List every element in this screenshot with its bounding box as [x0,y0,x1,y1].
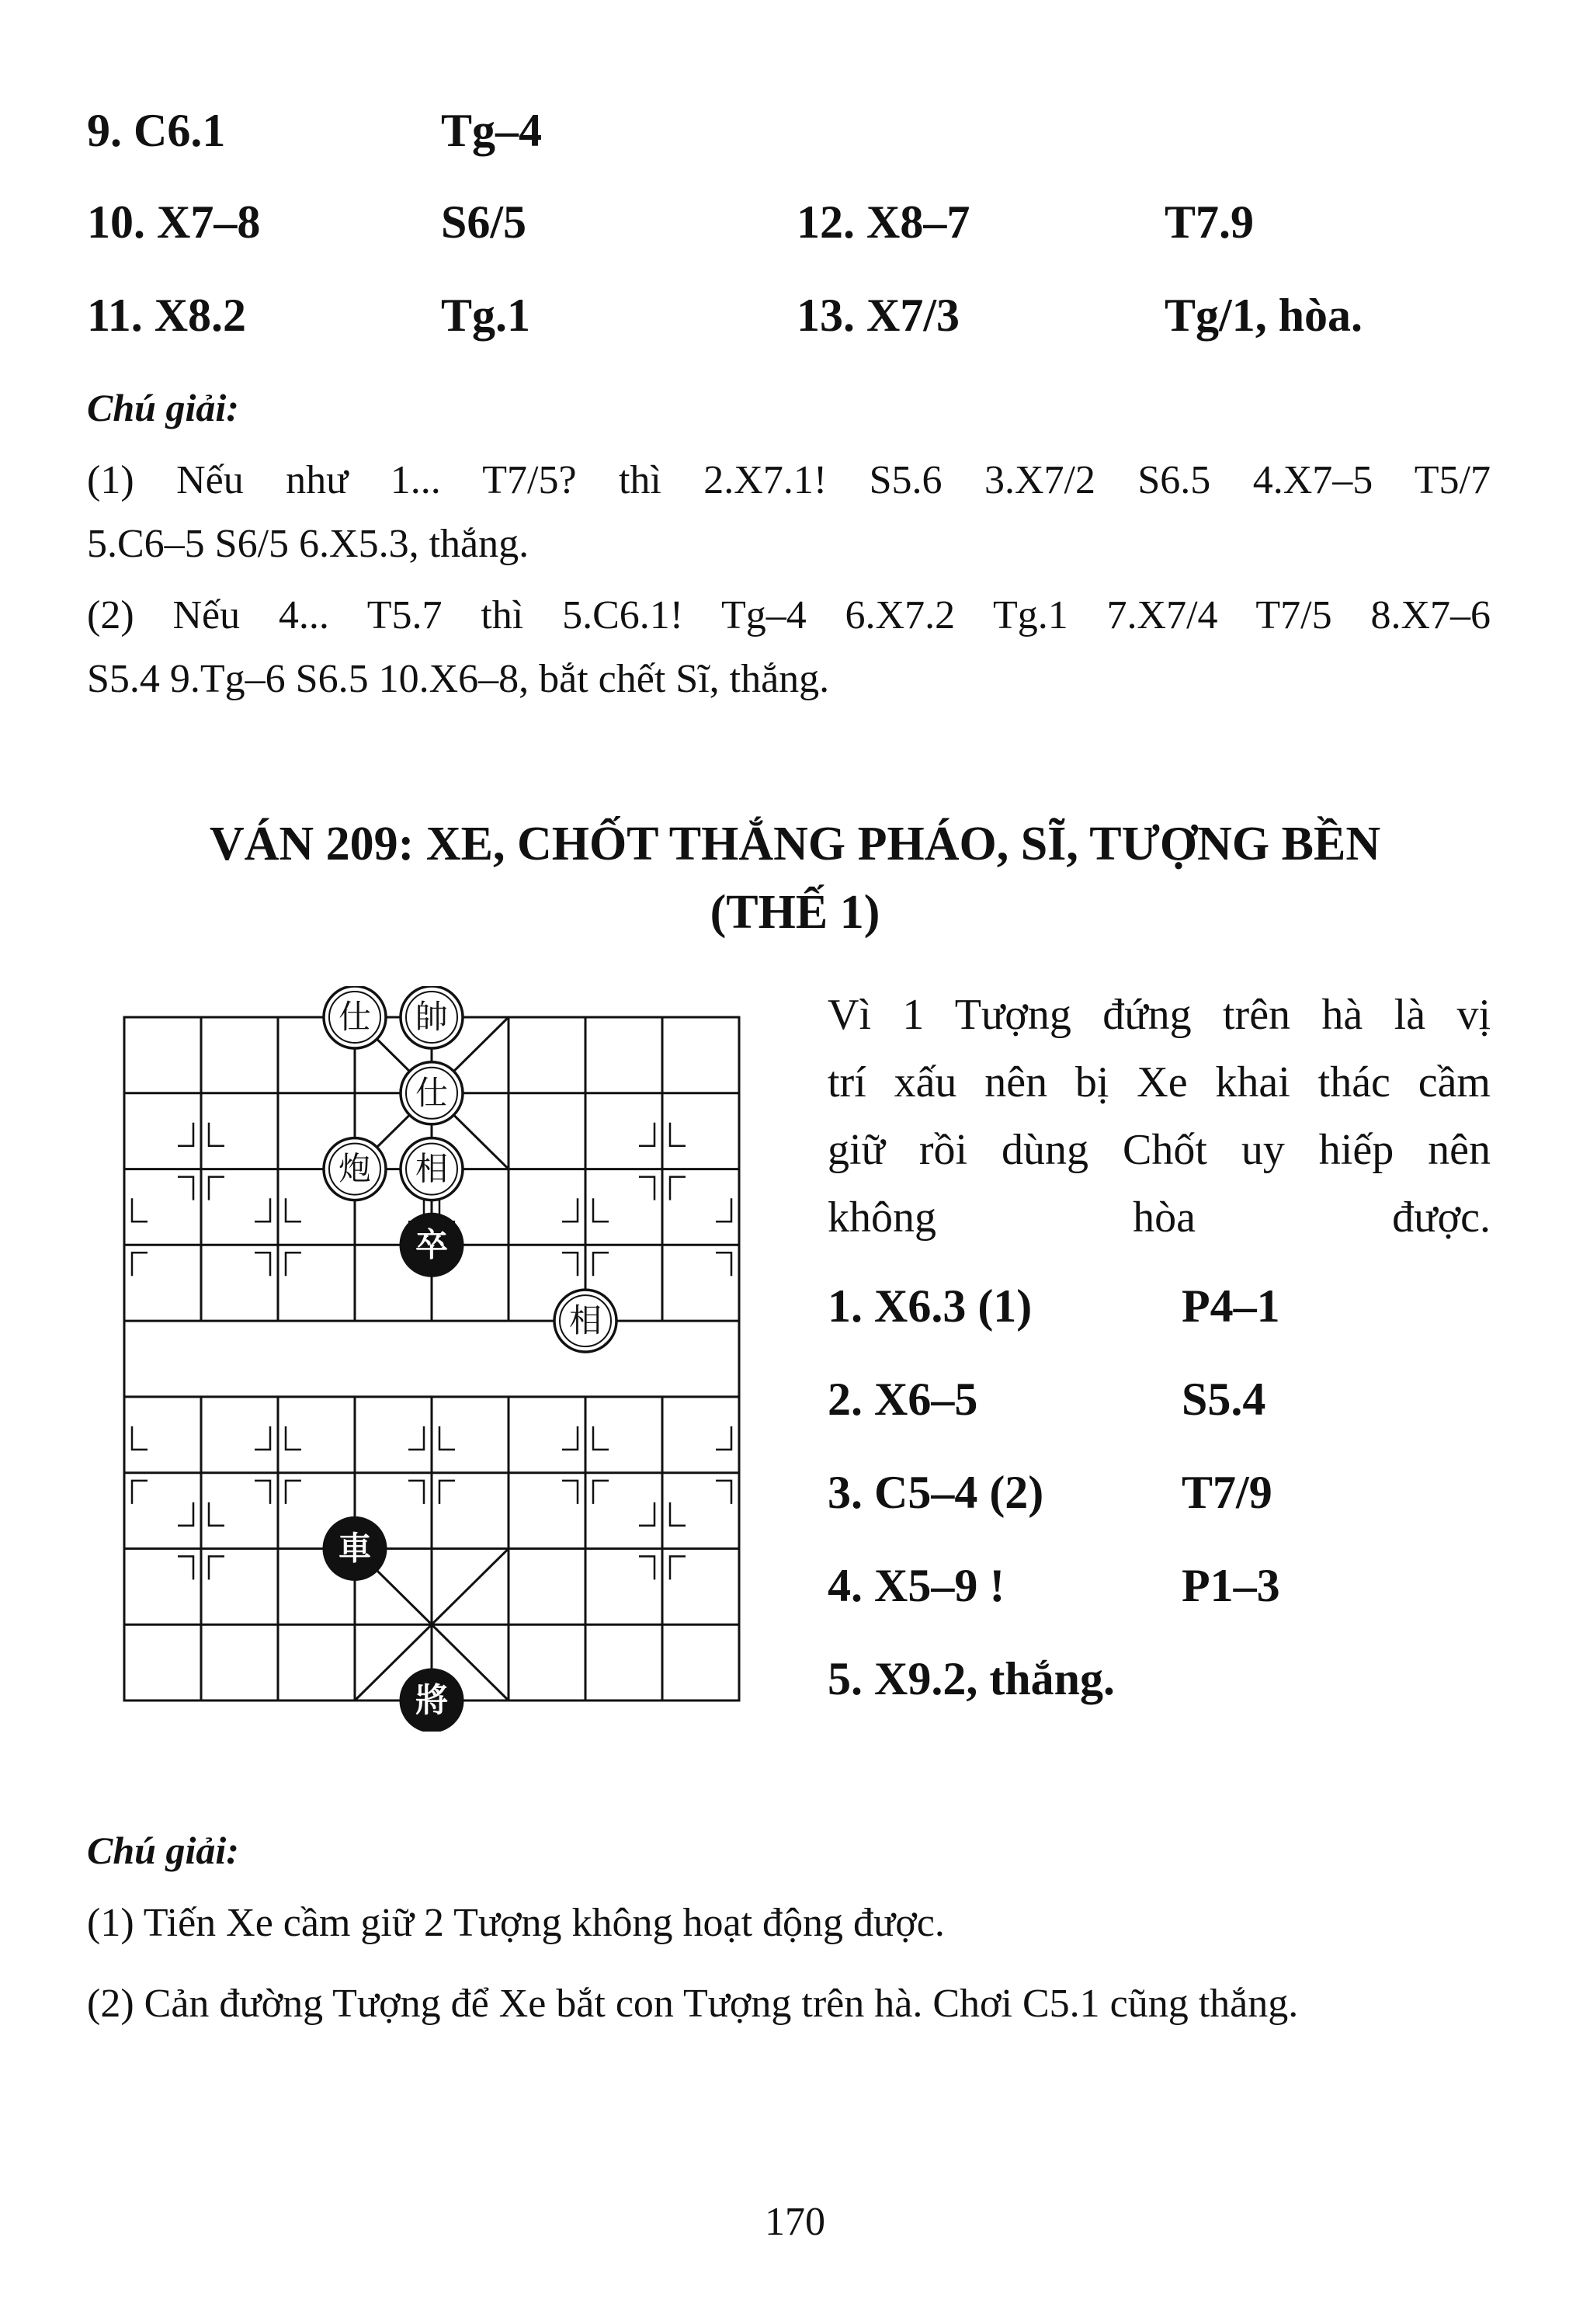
note-line: (1) Nếu như 1... T7/5? thì 2.X7.1! S5.6 3.X7/2 S6.5 4.X7–5 T5/7 [87,458,1491,502]
move-reply: Tg–4 [441,105,543,156]
piece-glyph: 帥 [415,998,449,1036]
piece-advisor-red-1 [324,986,386,1048]
note-paragraph-1 [87,449,1491,576]
piece-cannon-red [324,1138,386,1200]
move-reply: Tg.1 [441,290,531,341]
move-number: 5. X9.2, thắng. [828,1653,1116,1704]
piece-pawn-black [401,1214,463,1276]
move-number: 11. X8.2 [87,290,247,341]
piece-general-black [401,1669,463,1732]
piece-glyph: 炮 [338,1149,372,1188]
xiangqi-board [116,986,761,1732]
note-line: S5.4 9.Tg–6 S6.5 10.X6–8, bắt chết Sĩ, thắng. [87,657,830,701]
note-paragraph-2: (2) Cản đường Tượng để Xe bắt con Tượng trên hà. Chơi C5.1 cũng thắng. [87,1982,1299,2026]
move-number: 1. X6.3 (1) [828,1280,1033,1332]
piece-glyph: 相 [568,1301,602,1340]
move-number: 13. X7/3 [797,290,960,341]
move-number: 9. C6.1 [87,105,226,156]
notes-title: Chú giải: [87,1829,239,1872]
move-reply: S5.4 [1182,1374,1266,1425]
description-line: trí xấu nên bị Xe khai thác cầm [828,1058,1491,1106]
note-paragraph-2 [87,584,1491,711]
piece-glyph: 將 [415,1681,449,1719]
piece-chariot-black [324,1517,386,1579]
move-reply: Tg/1, hòa. [1165,290,1363,341]
piece-general-red [401,986,463,1048]
game-heading: VÁN 209: XE, CHỐT THẮNG PHÁO, SĨ, TƯỢNG BỀN [209,818,1381,870]
piece-advisor-red-2 [401,1062,463,1124]
position-description [828,981,1491,1252]
notes-title: Chú giải: [87,386,239,429]
game-subheading: (THẾ 1) [710,886,880,939]
move-reply: T7.9 [1165,196,1255,248]
move-number: 2. X6–5 [828,1374,978,1425]
move-number: 10. X7–8 [87,196,261,248]
piece-elephant-red-1 [401,1138,463,1200]
piece-glyph: 相 [415,1149,449,1188]
description-line: không hòa được. [828,1193,1491,1242]
page-number: 170 [765,2200,825,2244]
piece-elephant-red-2 [554,1290,616,1352]
move-reply: S6/5 [441,196,527,248]
description-line: Vì 1 Tượng đứng trên hà là vị [828,991,1491,1039]
note-paragraph-1: (1) Tiến Xe cầm giữ 2 Tượng không hoạt động được. [87,1901,945,1945]
move-number: 3. C5–4 (2) [828,1467,1044,1518]
piece-glyph: 仕 [338,998,372,1036]
move-number: 12. X8–7 [797,196,970,248]
description-line: giữ rồi dùng Chốt uy hiếp nên [828,1126,1491,1174]
piece-glyph: 車 [338,1529,372,1568]
note-line: 5.C6–5 S6/5 6.X5.3, thắng. [87,522,529,566]
piece-glyph: 仕 [415,1073,449,1112]
move-reply: P4–1 [1182,1280,1280,1332]
move-number: 4. X5–9 ! [828,1560,1005,1611]
move-reply: P1–3 [1182,1560,1280,1611]
note-line: (2) Nếu 4... T5.7 thì 5.C6.1! Tg–4 6.X7.2 Tg.1 7.X7/4 T7/5 8.X7–6 [87,593,1491,637]
move-reply: T7/9 [1182,1467,1272,1518]
piece-glyph: 卒 [415,1225,449,1264]
